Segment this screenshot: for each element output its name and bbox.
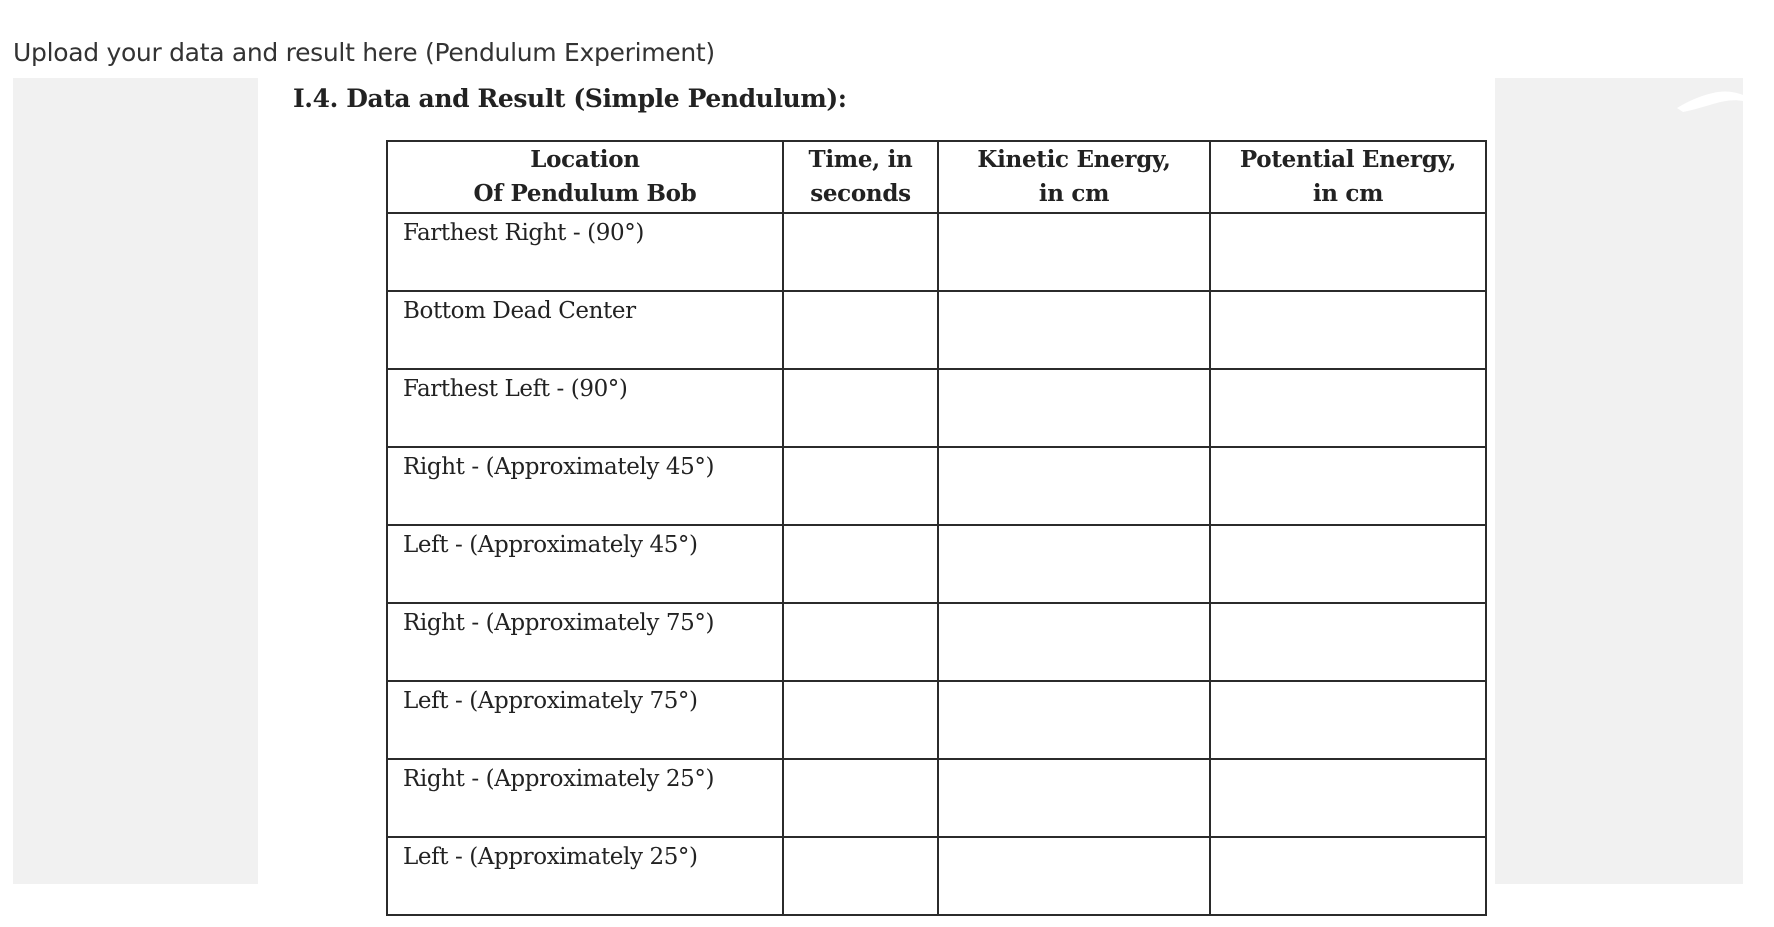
potential-energy-cell [1210,525,1486,603]
time-cell [783,759,938,837]
table-row [387,837,1486,915]
location-cell: Farthest Right - (90°) [387,213,783,291]
kinetic-energy-cell [938,681,1210,759]
table-row [387,213,1486,291]
header-line: Kinetic Energy, [977,146,1171,173]
time-cell [783,603,938,681]
header-line: Of Pendulum Bob [473,180,697,207]
uploaded-image-frame [13,78,1743,884]
potential-energy-cell [1210,291,1486,369]
table-row [387,759,1486,837]
potential-energy-cell [1210,213,1486,291]
kinetic-energy-cell [938,603,1210,681]
kinetic-energy-cell [938,213,1210,291]
header-line: Location [530,146,640,173]
table-row [387,603,1486,681]
location-cell: Left - (Approximately 75°) [387,681,783,759]
header-line: seconds [810,180,911,207]
kinetic-energy-cell [938,369,1210,447]
kinetic-energy-cell [938,291,1210,369]
time-cell [783,837,938,915]
kinetic-energy-cell [938,525,1210,603]
potential-energy-cell [1210,369,1486,447]
table-row [387,681,1486,759]
time-cell [783,291,938,369]
table-row [387,525,1486,603]
table-header-row [387,141,1486,213]
table-row [387,369,1486,447]
header-line: Time, in [808,146,913,173]
location-cell: Right - (Approximately 45°) [387,447,783,525]
potential-energy-cell [1210,759,1486,837]
time-cell [783,681,938,759]
time-cell [783,213,938,291]
location-cell: Farthest Left - (90°) [387,369,783,447]
scribble-mark [1673,84,1745,114]
location-cell: Left - (Approximately 25°) [387,837,783,915]
header-line: Potential Energy, [1239,146,1457,173]
table-row [387,291,1486,369]
potential-energy-cell [1210,681,1486,759]
potential-energy-cell [1210,837,1486,915]
potential-energy-cell [1210,447,1486,525]
time-cell [783,525,938,603]
column-header-kinetic-energy [938,141,1210,213]
column-header-time [783,141,938,213]
question-prompt: Upload your data and result here (Pendulum Experiment) [13,38,715,67]
time-cell [783,447,938,525]
location-cell: Right - (Approximately 75°) [387,603,783,681]
header-line: in cm [1038,180,1110,207]
kinetic-energy-cell [938,759,1210,837]
location-cell: Left - (Approximately 45°) [387,525,783,603]
location-cell: Bottom Dead Center [387,291,783,369]
column-header-potential-energy [1210,141,1486,213]
location-cell: Right - (Approximately 25°) [387,759,783,837]
column-header-location [387,141,783,213]
table-row [387,447,1486,525]
uploaded-document-image [258,78,1495,884]
section-heading: I.4. Data and Result (Simple Pendulum): [293,84,847,113]
time-cell [783,369,938,447]
kinetic-energy-cell [938,837,1210,915]
potential-energy-cell [1210,603,1486,681]
data-result-table [386,140,1487,916]
kinetic-energy-cell [938,447,1210,525]
header-line: in cm [1312,180,1384,207]
